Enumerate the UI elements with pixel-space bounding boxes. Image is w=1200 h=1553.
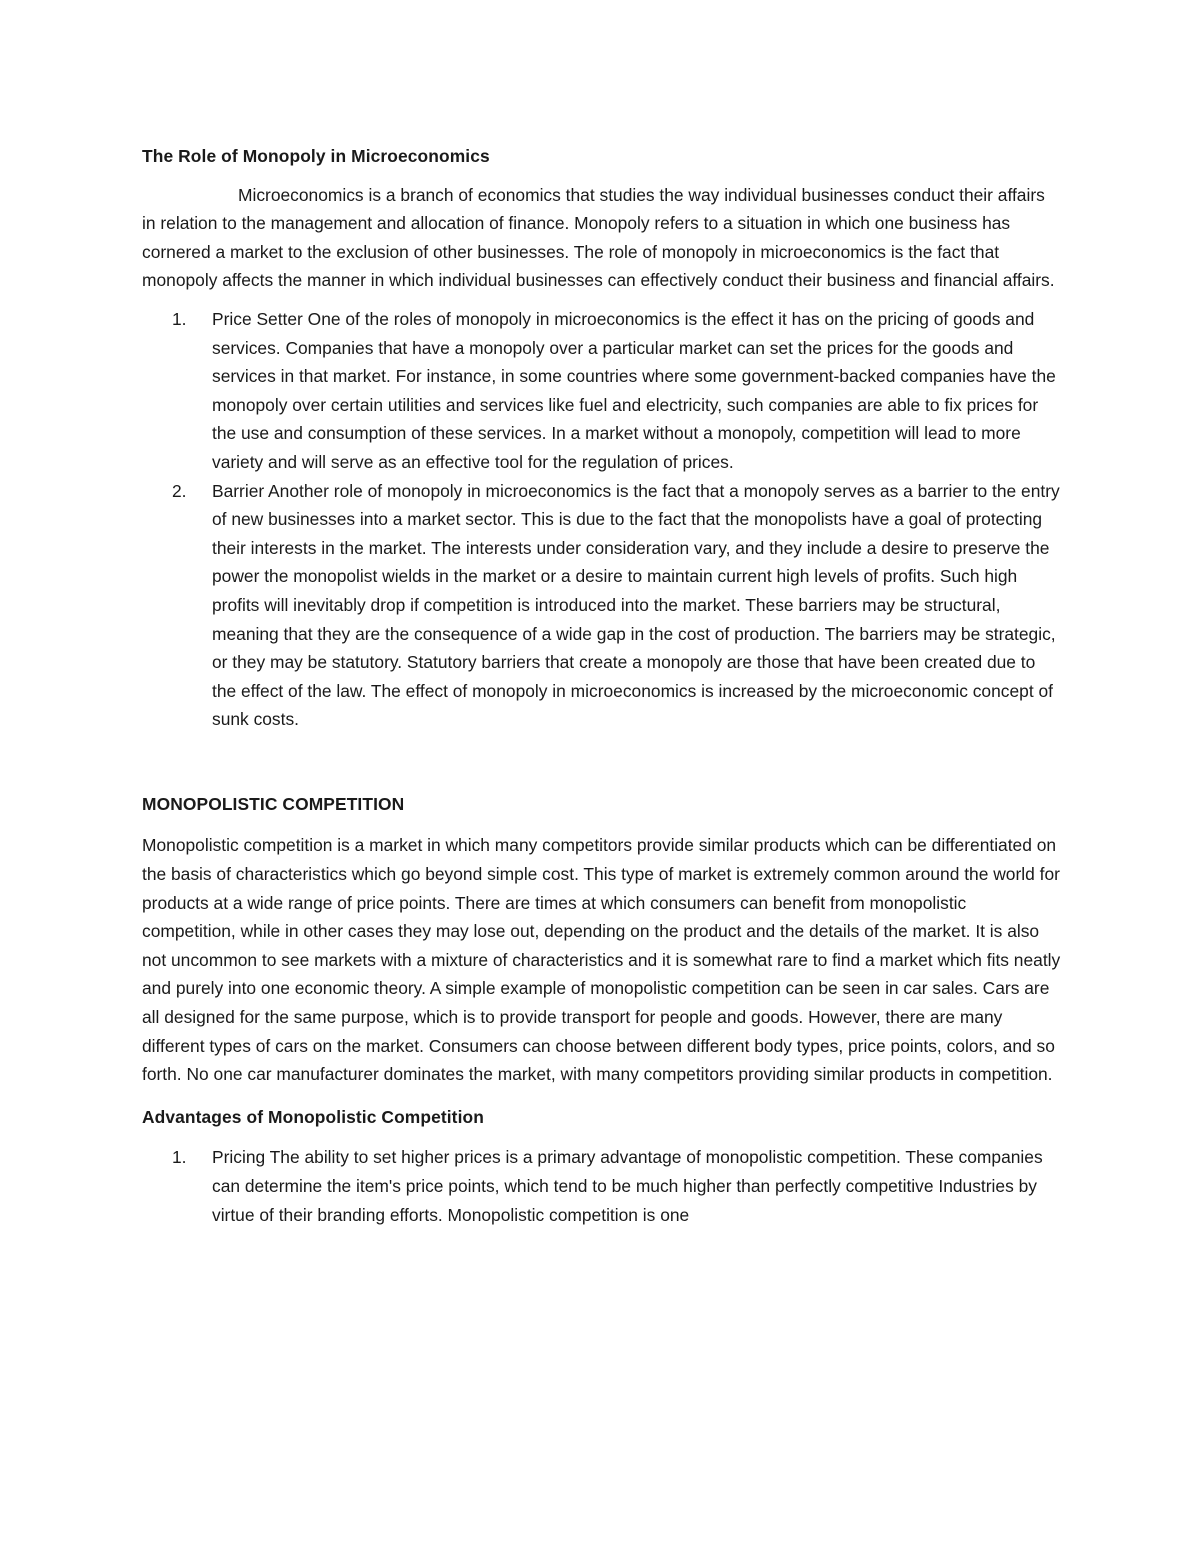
list-item-number: 1. [172, 308, 187, 329]
intro-paragraph: Microeconomics is a branch of economics that studies the way individual businesses conduct their affairs in relation to the management and allocation of finance. Monopoly refers to a situation in which one business has cornered a market to the exclusion of other businesses. The role of monopoly in microeconomics is the fact that monopoly affects the manner in which individual businesses can effectively conduct their business and financial affairs. [142, 184, 1055, 291]
section-heading: MONOPOLISTIC COMPETITION [142, 793, 405, 814]
list-item-number: 1. [172, 1147, 187, 1168]
section-paragraph: Monopolistic competition is a market in which many competitors provide similar products which can be differentiated on the basis of characteristics which go beyond simple cost. This type of market is extremely common around the world for products at a wide range of price points. There are times at which consumers can benefit from monopolistic competition, while in other cases they may lose out, depending on the product and the details of the market. It is also not uncommon to see markets with a mixture of characteristics and it is somewhat rare to find a market which fits neatly and purely into one economic theory. A simple example of monopolistic competition can be seen in car sales. Cars are all designed for the same purpose, which is to provide transport for people and goods. However, there are many different types of cars on the market. Consumers can choose between different body types, price points, colors, and so forth. No one car manufacturer dominates the market, with many competitors providing similar products in competition. [142, 835, 1061, 1085]
document-body [142, 142, 1062, 1229]
roles-list [142, 305, 1062, 734]
list-item [142, 477, 1062, 734]
list-item [142, 305, 1062, 477]
page-title: The Role of Monopoly in Microeconomics [142, 146, 490, 166]
subsection-heading: Advantages of Monopolistic Competition [142, 1106, 484, 1127]
list-item-text: Pricing The ability to set higher prices is a primary advantage of monopolistic competition. These companies can determine the item's price points, which tend to be much higher than perfectly competitive Industries by virtue of their branding efforts. Monopolistic competition is one [212, 1147, 1043, 1225]
list-item [142, 1143, 1062, 1229]
list-item-number: 2. [172, 480, 187, 501]
list-item-text: Price Setter One of the roles of monopoly in microeconomics is the effect it has on the pricing of goods and services. Companies that have a monopoly over a particular market can set the prices for the goods and services in that market. For instance, in some countries where some government-backed companies have the monopoly over certain utilities and services like fuel and electricity, such companies are able to fix prices for the use and consumption of these services. In a market without a monopoly, competition will lead to more variety and will serve as an effective tool for the regulation of prices. [212, 308, 1056, 472]
list-item-text: Barrier Another role of monopoly in microeconomics is the fact that a monopoly serves as a barrier to the entry of new businesses into a market sector. This is due to the fact that the monopolists have a goal of protecting their interests in the market. The interests under consideration vary, and they include a desire to preserve the power the monopolist wields in the market or a desire to maintain current high levels of profits. Such high profits will inevitably drop if competition is introduced into the market. These barriers may be structural, meaning that they are the consequence of a wide gap in the cost of production. The barriers may be strategic, or they may be statutory. Statutory barriers that create a monopoly are those that have been created due to the effect of the law. The effect of monopoly in microeconomics is increased by the microeconomic concept of sunk costs. [212, 480, 1060, 730]
advantages-list [142, 1143, 1062, 1229]
